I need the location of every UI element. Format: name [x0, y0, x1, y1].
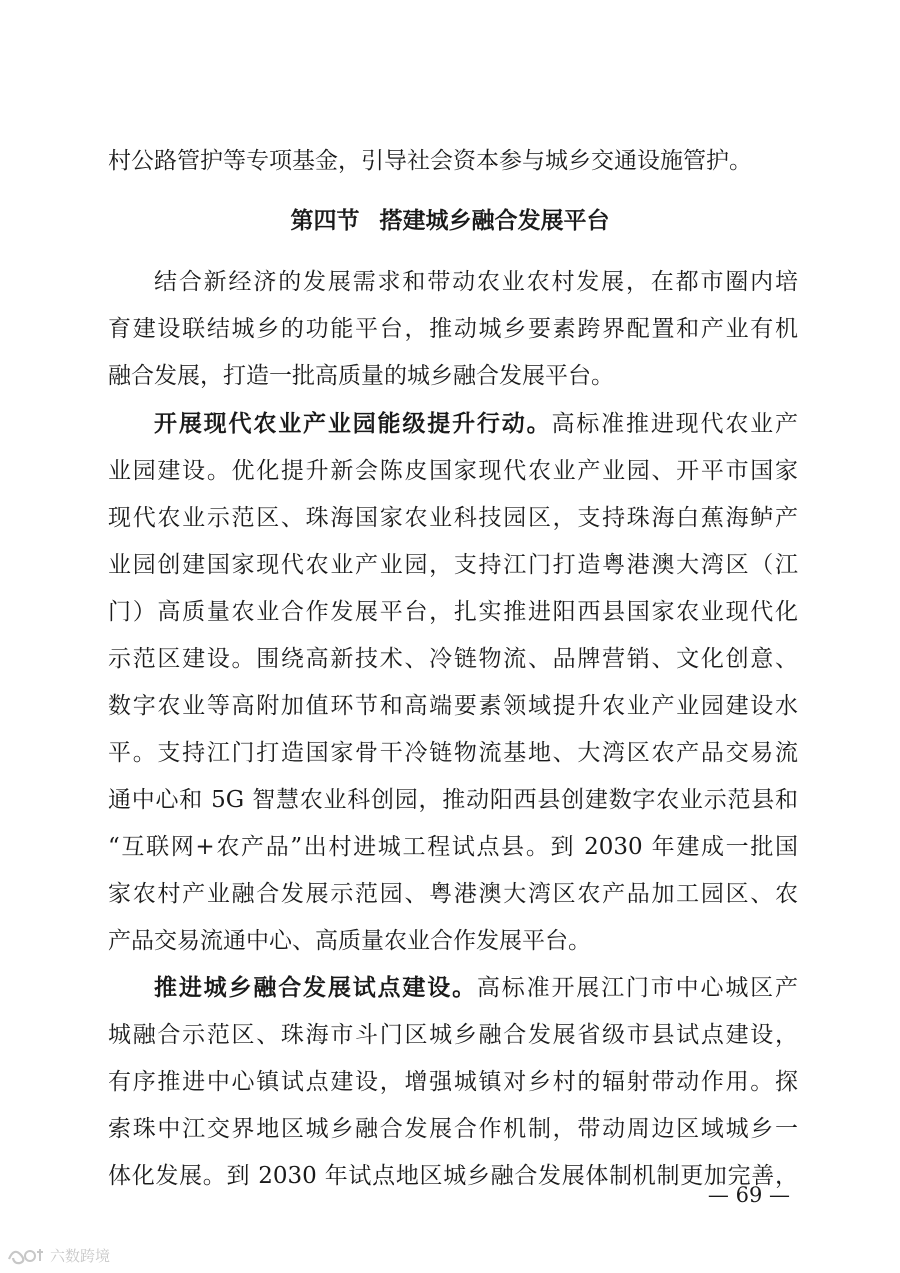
section-title: 搭建城乡融合发展平台	[379, 208, 610, 234]
paragraph-line: “互联网+农产品”出村进城工程试点县。到 2030 年建成一批国	[108, 834, 798, 860]
paragraph-line: 产品交易流通中心、高质量农业合作发展平台。	[108, 928, 591, 954]
paragraph-text: 高标准开展江门市中心城区产	[476, 975, 799, 1001]
watermark-text: 六数跨境	[50, 1246, 111, 1265]
paragraph-line	[154, 972, 798, 1004]
paragraph-line: 育建设联结城乡的功能平台，推动城乡要素跨界配置和产业有机	[108, 316, 798, 342]
watermark	[6, 1244, 110, 1266]
paragraph-line: 体化发展。到 2030 年试点地区城乡融合发展体制机制更加完善，	[108, 1163, 798, 1189]
page-number: — 69 —	[707, 1183, 790, 1207]
paragraph-line: 平。支持江门打造国家骨干冷链物流基地、大湾区农产品交易流	[108, 740, 798, 766]
paragraph-text: 高标准推进现代农业产	[551, 411, 799, 437]
section-number: 第四节	[290, 208, 360, 234]
paragraph-line: 数字农业等高附加值环节和高端要素领域提升农业产业园建设水	[108, 693, 798, 719]
paragraph-line: 家农村产业融合发展示范园、粤港澳大湾区农产品加工园区、农	[108, 881, 798, 907]
paragraph-line	[154, 408, 798, 440]
paragraph-lead: 推进城乡融合发展试点建设。	[154, 975, 477, 1001]
paragraph-line: 融合发展，打造一批高质量的城乡融合发展平台。	[108, 363, 614, 389]
paragraph-line: 示范区建设。围绕高新技术、冷链物流、品牌营销、文化创意、	[108, 646, 798, 672]
section-heading	[0, 205, 900, 237]
logo-icon	[6, 1244, 46, 1266]
paragraph-line: 结合新经济的发展需求和带动农业农村发展，在都市圈内培	[154, 269, 798, 295]
paragraph-line: 业园建设。优化提升新会陈皮国家现代农业产业园、开平市国家	[108, 458, 798, 484]
paragraph-line: 业园创建国家现代农业产业园，支持江门打造粤港澳大湾区（江	[108, 552, 798, 578]
paragraph-line: 通中心和 5G 智慧农业科创园，推动阳西县创建数字农业示范县和	[108, 787, 798, 813]
paragraph-line: 门）高质量农业合作发展平台，扎实推进阳西县国家农业现代化	[108, 599, 798, 625]
paragraph-line: 村公路管护等专项基金，引导社会资本参与城乡交通设施管护。	[108, 148, 752, 174]
paragraph-line: 有序推进中心镇试点建设，增强城镇对乡村的辐射带动作用。探	[108, 1069, 798, 1095]
paragraph-line: 现代农业示范区、珠海国家农业科技园区，支持珠海白蕉海鲈产	[108, 505, 798, 531]
paragraph-line: 城融合示范区、珠海市斗门区城乡融合发展省级市县试点建设，	[108, 1022, 798, 1048]
paragraph-lead: 开展现代农业产业园能级提升行动。	[154, 411, 552, 437]
paragraph-line: 索珠中江交界地区城乡融合发展合作机制，带动周边区域城乡一	[108, 1116, 798, 1142]
